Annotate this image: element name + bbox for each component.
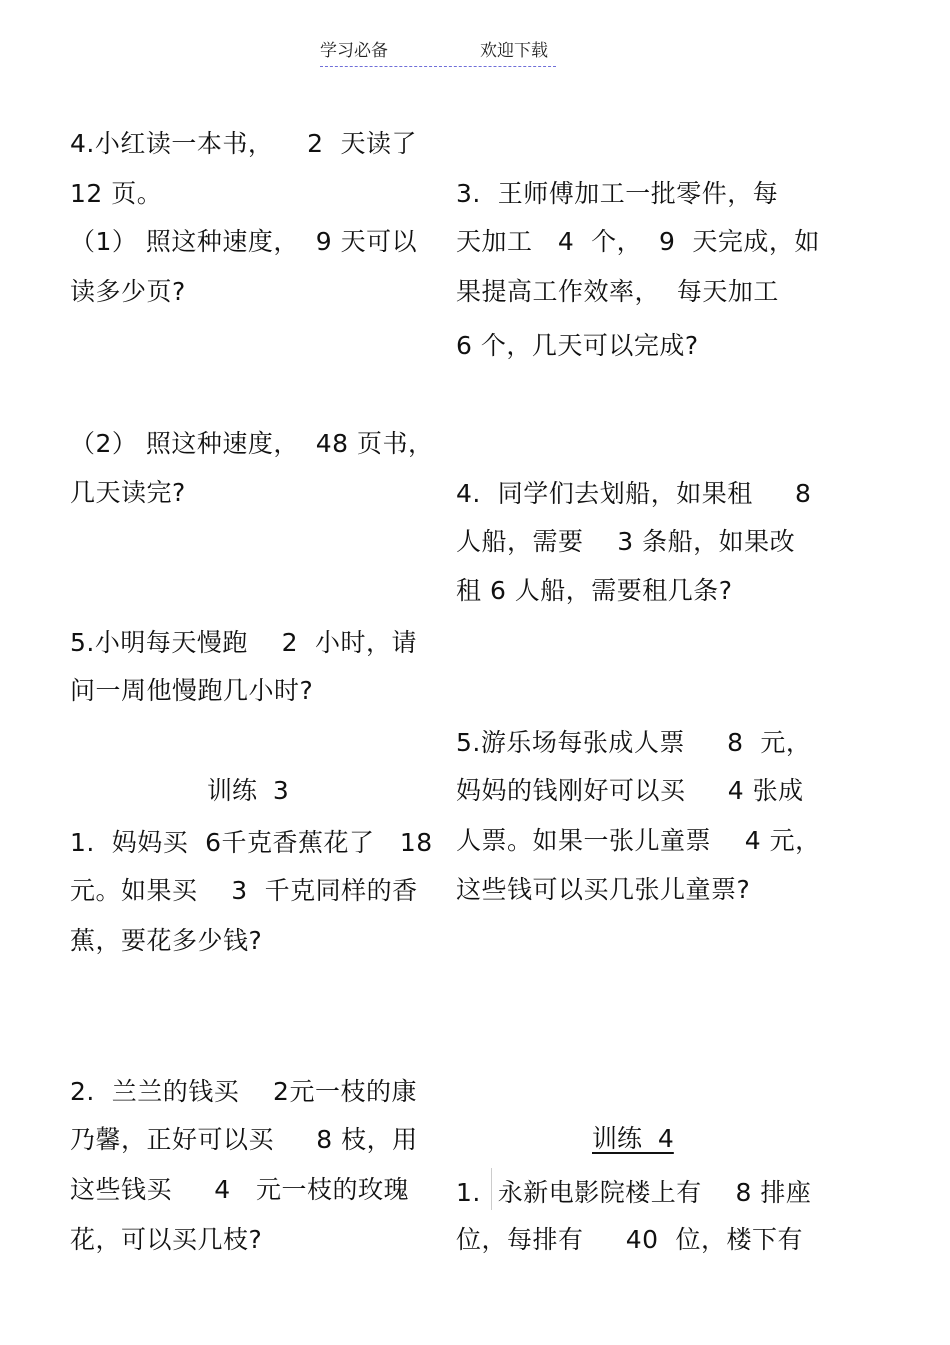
right-q3-line-4: 6 个，几天可以完成? (456, 331, 699, 360)
left-q4-line-3: （1） 照这种速度， 9 天可以 (70, 227, 418, 256)
header-left-text: 学习必备 (320, 41, 388, 61)
right-q3-line-3: 果提高工作效率， 每天加工 (456, 277, 779, 306)
left-t3-q1-line-3: 蕉，要花多少钱? (70, 926, 263, 955)
section-title-training-3: 训练 3 (207, 776, 289, 805)
right-q5-line-3: 人票。如果一张儿童票 4 元， (456, 826, 821, 855)
left-t3-q2-line-3: 这些钱买 4 元一枝的玫瑰 (70, 1175, 409, 1204)
left-q4-2-line-1: （2） 照这种速度， 48 页书， (70, 429, 434, 458)
left-q5-line-1: 5.小明每天慢跑 2 小时，请 (70, 628, 417, 657)
right-q4-line-1: 4. 同学们去划船，如果租 8 (456, 479, 812, 508)
right-t4-q1-line-2: 位，每排有 40 位，楼下有 (456, 1225, 803, 1254)
right-t4-q1-line-1: 1. 永新电影院楼上有 8 排座 (456, 1178, 812, 1207)
left-t3-q2-line-1: 2. 兰兰的钱买 2元一枝的康 (70, 1077, 417, 1106)
left-q5-line-2: 问一周他慢跑几小时? (70, 676, 314, 705)
right-q4-line-2: 人船，需要 3 条船，如果改 (456, 527, 796, 556)
left-t3-q1-line-2: 元。如果买 3 千克同样的香 (70, 876, 418, 905)
left-t3-q2-line-4: 花，可以买几枝? (70, 1225, 263, 1254)
right-q5-line-2: 妈妈的钱刚好可以买 4 张成 (456, 776, 804, 805)
right-q3-line-2: 天加工 4 个， 9 天完成，如 (456, 227, 820, 256)
left-t3-q1-line-1: 1. 妈妈买 6千克香蕉花了 18 (70, 828, 433, 857)
header-right-text: 欢迎下载 (480, 41, 548, 61)
right-q5-line-4: 这些钱可以买几张儿童票? (456, 875, 751, 904)
right-q3-line-1: 3. 王师傅加工一批零件，每 (456, 179, 779, 208)
right-q5-line-1: 5.游乐场每张成人票 8 元， (456, 728, 812, 757)
left-q4-line-1: 4.小红读一本书， 2 天读了 (70, 129, 417, 158)
left-t3-q2-line-2: 乃馨，正好可以买 8 枝，用 (70, 1125, 418, 1154)
left-q4-line-4: 读多少页? (70, 277, 186, 306)
left-q4-line-2: 12 页。 (70, 179, 163, 208)
page-header (320, 40, 556, 67)
left-q4-2-line-2: 几天读完? (70, 478, 186, 507)
right-q4-line-3: 租 6 人船，需要租几条? (456, 576, 733, 605)
section-title-training-4: 训练 4 (592, 1124, 674, 1153)
